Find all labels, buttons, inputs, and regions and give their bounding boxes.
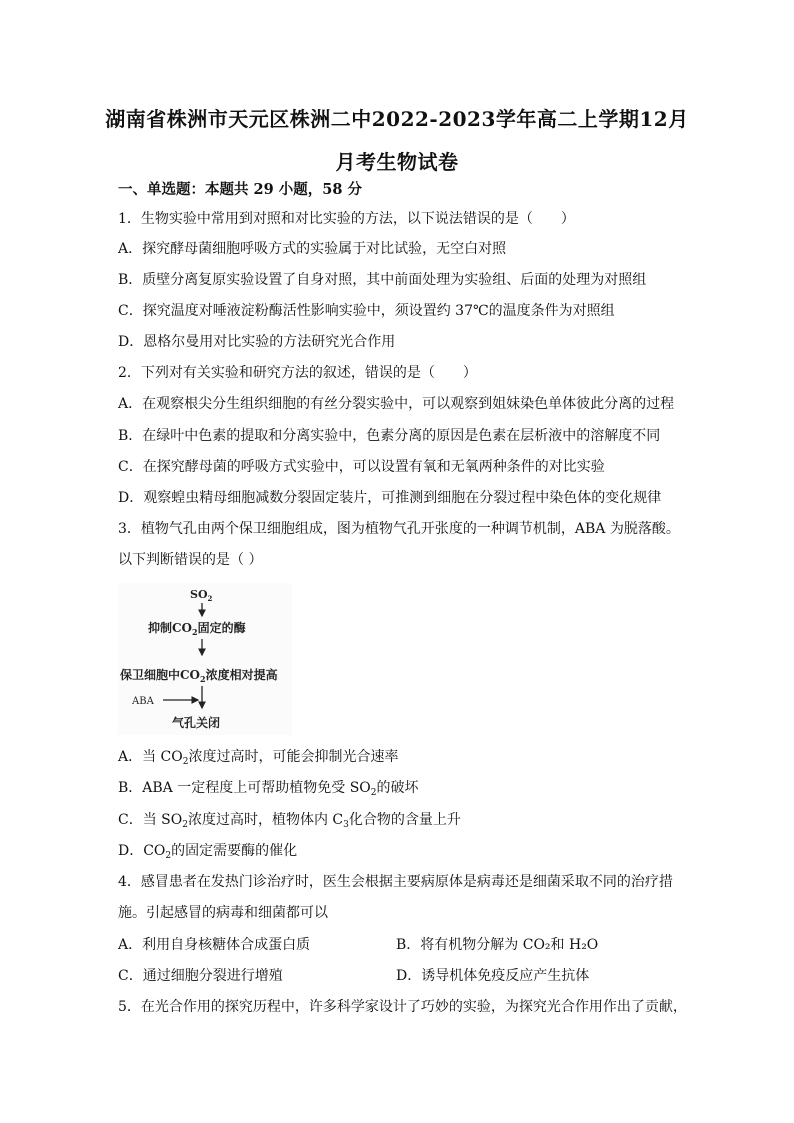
- question-3-option-a: A．当 $CO_2$浓度过高时，可能会抑制光合速率: [118, 749, 399, 767]
- aba-regulation-figure: [118, 583, 292, 735]
- question-4-stem-line-1: 4．感冒患者在发热门诊治疗时，医生会根据主要病原体是病毒还是细菌采取不同的治疗措: [118, 874, 673, 890]
- question-1-option-c: C．探究温度对唾液淀粉酶活性影响实验中，须设置约 37℃的温度条件为对照组: [118, 303, 615, 319]
- co2-concentration-label: 保卫细胞中$CO_2$浓度相对提高: [120, 668, 278, 684]
- page-title-line-1: 湖南省株洲市天元区株洲二中2022-2023学年高二上学期12月: [105, 107, 689, 131]
- question-3-option-c: C．当 $SO_2$浓度过高时，植物体内 $C_3$化合物的含量上升: [118, 812, 461, 830]
- enzyme-label: 抑制$CO_2$固定的酶: [148, 621, 246, 637]
- question-1-option-a: A．探究酵母菌细胞呼吸方式的实验属于对比试验，无空白对照: [118, 241, 507, 257]
- question-3-stem-line-1: 3．植物气孔由两个保卫细胞组成，图为植物气孔开张度的一种调节机制，ABA 为脱落酸。: [118, 521, 680, 537]
- section-heading: 一、单选题：本题共 29 小题，58 分: [118, 181, 362, 198]
- question-1-option-d: D．恩格尔曼用对比实验的方法研究光合作用: [118, 334, 396, 350]
- question-2-option-c: C．在探究酵母菌的呼吸方式实验中，可以设置有氧和无氧两种条件的对比实验: [118, 459, 605, 475]
- question-4-option-d: D．诱导机体免疫反应产生抗体: [396, 968, 590, 984]
- question-2-option-d: D．观察蝗虫精母细胞减数分裂固定装片，可推测到细胞在分裂过程中染色体的变化规律: [118, 490, 662, 506]
- question-2-option-b: B．在绿叶中色素的提取和分离实验中，色素分离的原因是色素在层析液中的溶解度不同: [118, 428, 661, 444]
- page-title-line-2: 月考生物试卷: [335, 150, 459, 174]
- stomata-close-label: 气孔关闭: [172, 716, 221, 730]
- question-3-option-d: D．$CO_2$的固定需要酶的催化: [118, 843, 298, 861]
- question-1-stem: 1．生物实验中常用到对照和对比实验的方法，以下说法错误的是（ ）: [118, 211, 575, 227]
- aba-label: ABA: [132, 696, 154, 707]
- question-1-option-b: B．质壁分离复原实验设置了自身对照，其中前面处理为实验组、后面的处理为对照组: [118, 272, 647, 288]
- question-3-option-b: B．ABA 一定程度上可帮助植物免受 $SO_2$的破坏: [118, 780, 419, 798]
- question-2-option-a: A．在观察根尖分生组织细胞的有丝分裂实验中，可以观察到姐妹染色单体彼此分离的过程: [118, 396, 675, 412]
- question-5-stem: 5．在光合作用的探究历程中，许多科学家设计了巧妙的实验，为探究光合作用作出了贡献，: [118, 999, 687, 1015]
- question-3-stem-line-2: 以下判断错误的是（ ）: [118, 552, 263, 568]
- question-2-stem: 2．下列对有关实验和研究方法的叙述，错误的是（ ）: [118, 365, 477, 381]
- question-4-stem-line-2: 施。引起感冒的病毒和细菌都可以: [118, 905, 328, 921]
- question-4-option-a: A．利用自身核糖体合成蛋白质: [118, 937, 311, 953]
- question-4-option-c: C．通过细胞分裂进行增殖: [118, 968, 283, 984]
- aba-flow-diagram: [118, 583, 292, 735]
- question-4-option-b: B．将有机物分解为 CO₂和 H₂O: [396, 937, 599, 953]
- so2-label: $SO_2$: [190, 588, 213, 603]
